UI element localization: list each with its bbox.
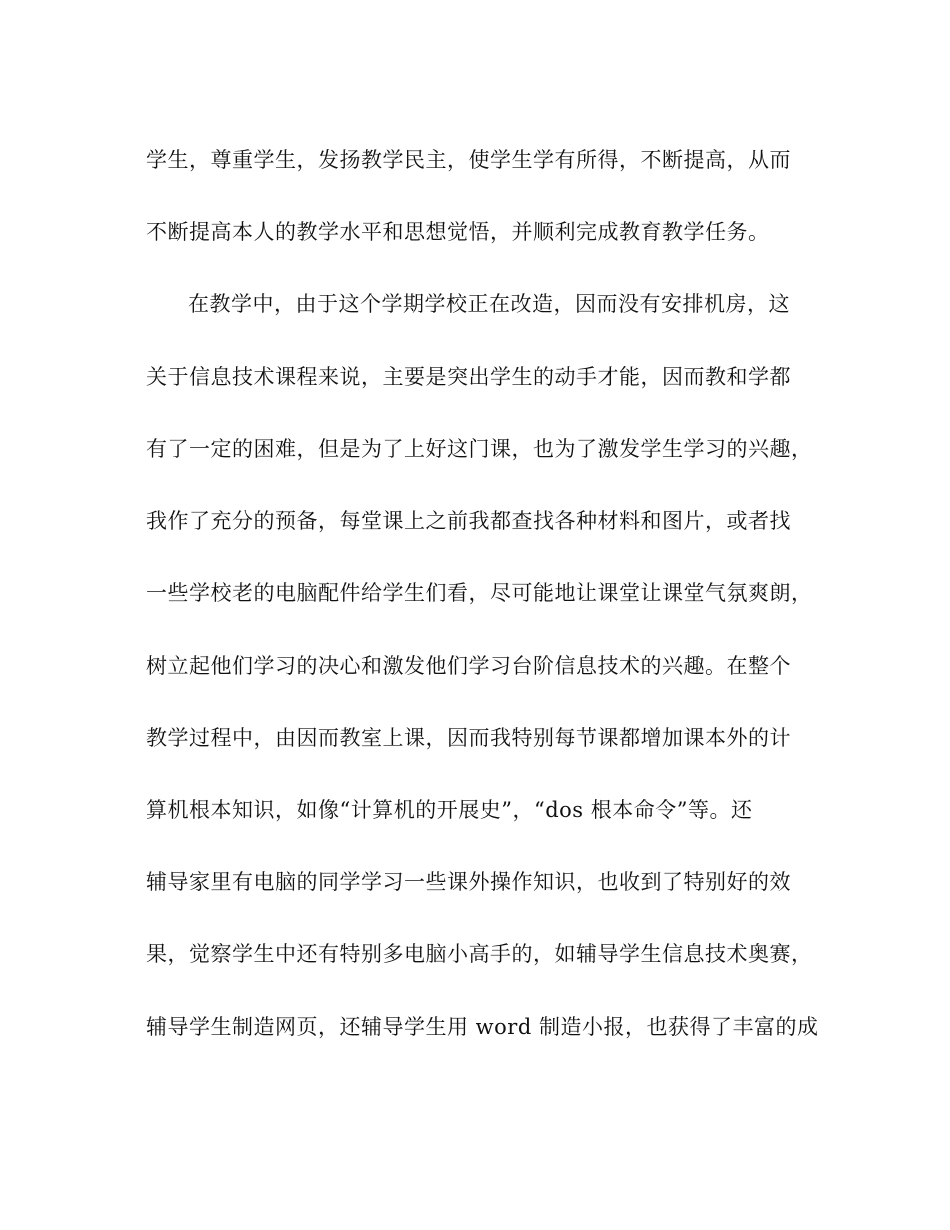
paragraph-line: 不断提高本人的教学水平和思想觉悟，并顺利完成教育教学任务。 — [146, 220, 770, 244]
paragraph-line: 辅导学生制造网页，还辅导学生用 word 制造小报，也获得了丰富的成 — [146, 1015, 819, 1039]
paragraph-line: 我作了充分的预备，每堂课上之前我都查找各种材料和图片，或者找 — [146, 509, 791, 533]
paragraph-line: 教学过程中，由因而教室上课，因而我特别每节课都增加课本外的计 — [146, 726, 791, 750]
paragraph-line: 树立起他们学习的决心和激发他们学习台阶信息技术的兴趣。在整个 — [146, 654, 791, 678]
paragraph-line: 有了一定的困难，但是为了上好这门课，也为了激发学生学习的兴趣， — [146, 437, 813, 461]
paragraph-line: 辅导家里有电脑的同学学习一些课外操作知识，也收到了特别好的效 — [146, 870, 791, 894]
paragraph-line: 果，觉察学生中还有特别多电脑小高手的，如辅导学生信息技术奥赛， — [146, 942, 813, 966]
paragraph-line: 算机根本知识，如像“计算机的开展史”，“dos 根本命令”等。还 — [146, 798, 753, 822]
paragraph-line: 在教学中，由于这个学期学校正在改造，因而没有安排机房，这 — [188, 292, 790, 316]
paragraph-line: 一些学校老的电脑配件给学生们看，尽可能地让课堂让课堂气氛爽朗， — [146, 581, 813, 605]
paragraph-line: 关于信息技术课程来说，主要是突出学生的动手才能，因而教和学都 — [146, 365, 791, 389]
paragraph-line: 学生，尊重学生，发扬教学民主，使学生学有所得，不断提高，从而 — [146, 148, 791, 172]
